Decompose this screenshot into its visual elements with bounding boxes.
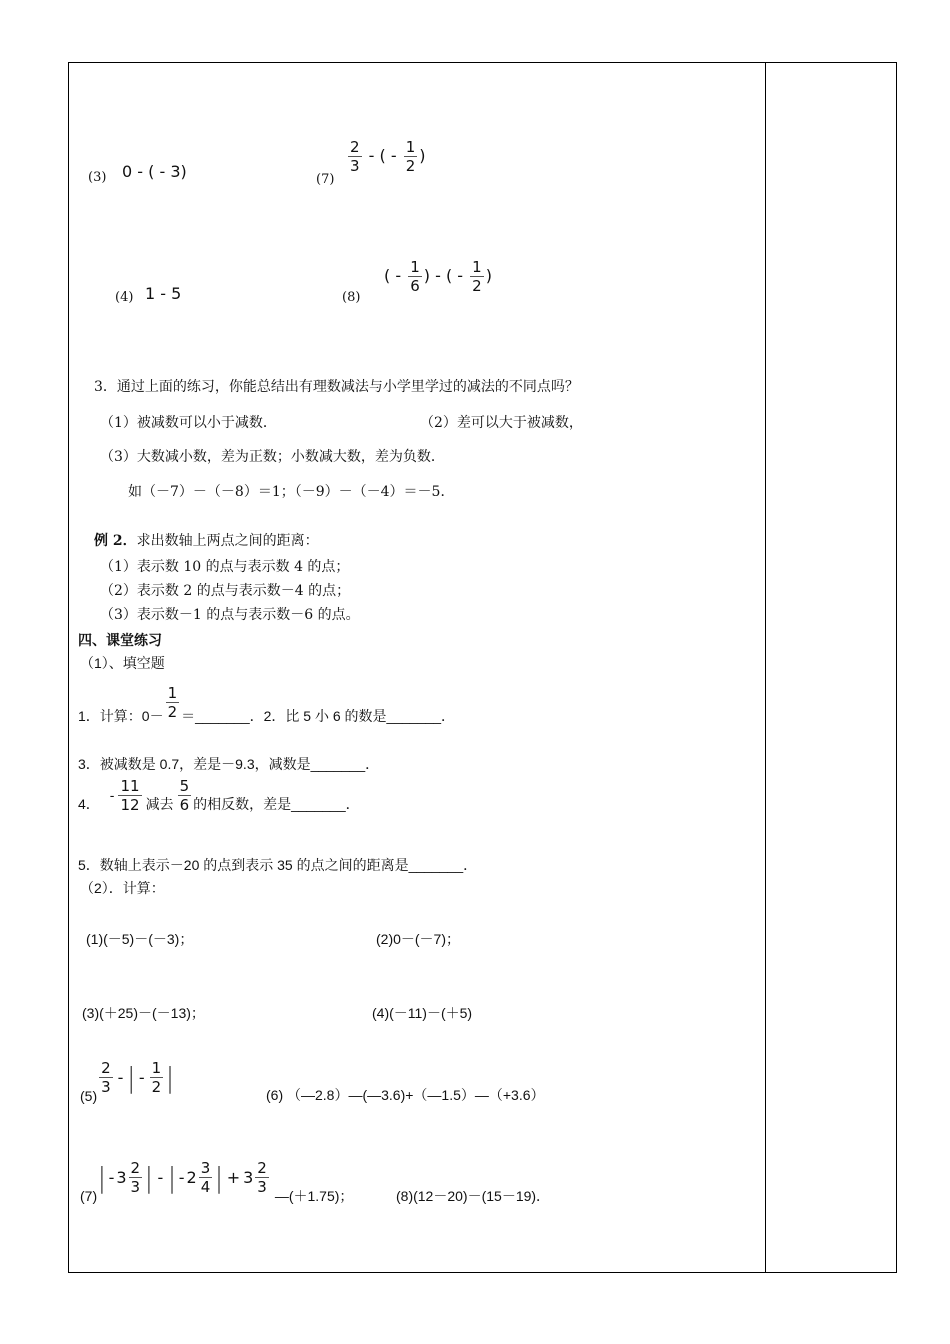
section4-calc-title: （2）．计算： (80, 880, 165, 896)
example2-item-1: （1）表示数 10 的点与表示数 4 的点； (100, 559, 350, 575)
exercise-7-label: (7) (316, 172, 335, 187)
exercise-3-label: (3) (88, 170, 107, 185)
exercise-8-label: (8) (342, 290, 361, 305)
fraction: $\frac{1}{2}$ (151, 1058, 162, 1096)
section4-heading: 四、课堂练习 (78, 632, 162, 648)
section3-point-1: （1）被减数可以小于减数． (100, 415, 277, 431)
fraction: $\frac{1}{2}$ (167, 683, 178, 721)
abs-bar-right: | (144, 1160, 154, 1194)
section3-example: 如（－7）－（－8）＝1；（－9）－（－4）＝－5． (128, 484, 455, 500)
section4-fill-title: （1）、填空题 (80, 655, 165, 671)
section3-point-3: （3）大数减小数，差为正数；小数减大数，差为负数． (100, 449, 445, 465)
calc-4: (4)(－11)－(＋5) (372, 1005, 473, 1021)
fraction: $\frac{2}{3}$ (257, 1158, 267, 1196)
section3-question: 3．通过上面的练习，你能总结出有理数减法与小学里学过的减法的不同点吗？ (94, 379, 579, 395)
calc-7: (7) | - 3 $\frac{2}{3}$ | - | - 2 $\frac{3}{4}$ | + 3 $\frac{2}{3}$ —(＋1.75)； (80, 1158, 354, 1204)
fraction: $\frac{1}{6}$ (410, 258, 420, 295)
abs-bar-left: | (167, 1160, 177, 1194)
fraction: $\frac{3}{4}$ (200, 1158, 211, 1196)
calc-8: (8)(12－20)－(15－19)． (396, 1188, 551, 1204)
fraction: $\frac{1}{2}$ (472, 258, 482, 295)
column-divider (765, 62, 766, 1273)
abs-bar-left: | (126, 1060, 136, 1094)
fill-question-3: 3．被减数是 0.7，差是－9.3，减数是_______． (78, 756, 380, 772)
fraction: $\frac{2}{3}$ (350, 138, 360, 175)
calc-1: (1)(－5)－(－3)； (86, 931, 194, 947)
fraction: $\frac{11}{12}$ (120, 776, 140, 814)
calc-2: (2)0－(－7)； (376, 931, 461, 947)
example2-heading: 例 2．求出数轴上两点之间的距离： (94, 533, 319, 549)
section3-point-2: （2）差可以大于被减数， (420, 415, 583, 431)
exercise-4-expr: 1 - 5 (145, 284, 182, 303)
abs-bar-right: | (165, 1060, 175, 1094)
calc-6: (6) （—2.8）—(—3.6)+（—1.5）—（+3.6） (266, 1087, 545, 1103)
fill-question-1-2: 1．计算：0－ $\frac{1}{2}$ ＝_______．2．比 5 小 6 的数是_______． (78, 683, 456, 724)
exercise-8-expr: ( - $\frac{1}{6}$ ) - ( - $\frac{1}{2}$ ) (384, 258, 492, 295)
exercise-4-label: (4) (115, 290, 134, 305)
exercise-3-expr: 0 - ( - 3) (122, 162, 187, 181)
fill-question-4: 4． - $\frac{11}{12}$ 减去 $\frac{5}{6}$ 的相反数，差是_______． (78, 776, 360, 814)
calc-3: (3)(＋25)－(－13)； (82, 1005, 205, 1021)
exercise-7-expr: $\frac{2}{3}$ - ( - $\frac{1}{2}$ ) (350, 138, 426, 175)
example2-item-2: （2）表示数 2 的点与表示数－4 的点； (100, 583, 351, 599)
fraction: $\frac{2}{3}$ (101, 1058, 111, 1096)
abs-bar-right: | (214, 1160, 224, 1194)
fraction: $\frac{2}{3}$ (130, 1158, 141, 1196)
abs-bar-left: | (97, 1160, 107, 1194)
fraction: $\frac{1}{2}$ (405, 138, 416, 175)
fraction: $\frac{5}{6}$ (179, 776, 190, 814)
example2-item-3: （3）表示数－1 的点与表示数－6 的点。 (100, 607, 360, 623)
calc-5: (5) $\frac{2}{3}$ - | - $\frac{1}{2}$ | (80, 1058, 175, 1104)
fill-question-5: 5．数轴上表示－20 的点到表示 35 的点之间的距离是_______． (78, 857, 478, 873)
